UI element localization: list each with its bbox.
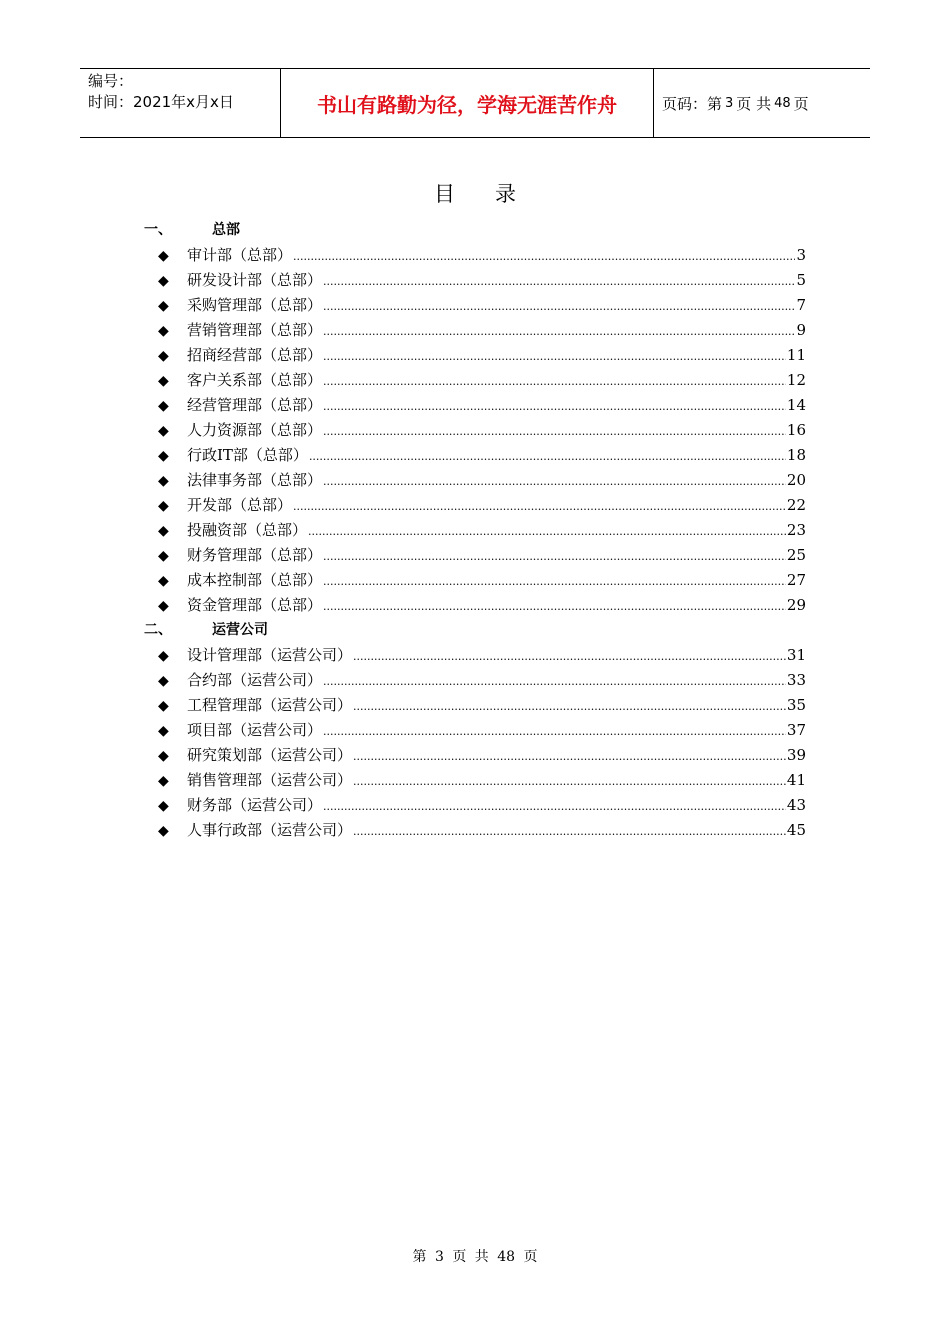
toc-entry-label: 人力资源部（总部） xyxy=(187,421,323,439)
toc-entry-label: 经营管理部（总部） xyxy=(187,396,323,414)
diamond-bullet-icon: ◆ xyxy=(158,748,169,764)
toc-entry-page: 29 xyxy=(786,596,806,614)
toc-entry[interactable] xyxy=(144,768,806,793)
dot-leader xyxy=(323,419,786,444)
toc-entry-page: 11 xyxy=(786,346,806,364)
toc-entry-page: 18 xyxy=(786,446,806,464)
toc-entry-page: 41 xyxy=(786,771,806,789)
toc-entry-label: 成本控制部（总部） xyxy=(187,571,323,589)
toc-entry[interactable] xyxy=(144,793,806,818)
toc-entry[interactable] xyxy=(144,293,806,318)
dot-leader xyxy=(323,294,795,319)
dot-leader xyxy=(323,794,786,819)
toc-entry[interactable] xyxy=(144,643,806,668)
footer-mid: 页 共 xyxy=(452,1249,489,1265)
diamond-bullet-icon: ◆ xyxy=(158,823,169,839)
toc-entry[interactable] xyxy=(144,468,806,493)
footer-prefix: 第 xyxy=(412,1249,427,1265)
diamond-bullet-icon: ◆ xyxy=(158,573,169,589)
toc-entry[interactable] xyxy=(144,693,806,718)
dot-leader xyxy=(293,244,795,269)
toc-entry-page: 3 xyxy=(796,246,806,264)
diamond-bullet-icon: ◆ xyxy=(158,273,169,289)
dot-leader xyxy=(353,694,786,719)
diamond-bullet-icon: ◆ xyxy=(158,348,169,364)
toc-entry-page: 45 xyxy=(786,821,806,839)
time-label: 时间：2021年x月x日 xyxy=(88,93,234,111)
toc-entry[interactable] xyxy=(144,368,806,393)
toc-section-heading xyxy=(144,218,806,243)
toc-entry-page: 16 xyxy=(786,421,806,439)
toc-entry-label: 招商经营部（总部） xyxy=(187,346,323,364)
toc-entry-label: 销售管理部（运营公司） xyxy=(187,771,353,789)
diamond-bullet-icon: ◆ xyxy=(158,498,169,514)
diamond-bullet-icon: ◆ xyxy=(158,523,169,539)
toc-entry-page: 12 xyxy=(786,371,806,389)
toc-entry-page: 23 xyxy=(786,521,806,539)
toc-section-heading xyxy=(144,618,806,643)
diamond-bullet-icon: ◆ xyxy=(158,373,169,389)
toc-title: 目录 xyxy=(434,182,556,206)
dot-leader xyxy=(323,369,786,394)
dot-leader xyxy=(308,519,786,544)
toc-entry-label: 财务管理部（总部） xyxy=(187,546,323,564)
table-of-contents xyxy=(144,218,806,843)
dot-leader xyxy=(353,644,786,669)
toc-entry[interactable] xyxy=(144,418,806,443)
toc-entry[interactable] xyxy=(144,343,806,368)
toc-entry-page: 31 xyxy=(786,646,806,664)
toc-entry-label: 人事行政部（运营公司） xyxy=(187,821,353,839)
toc-entry[interactable] xyxy=(144,243,806,268)
diamond-bullet-icon: ◆ xyxy=(158,298,169,314)
toc-entry-label: 合约部（运营公司） xyxy=(187,671,323,689)
toc-entry-page: 20 xyxy=(786,471,806,489)
section-name: 运营公司 xyxy=(212,622,268,638)
page-label-prefix: 页码：第 xyxy=(662,94,723,113)
page-header xyxy=(80,68,870,138)
toc-entry-label: 资金管理部（总部） xyxy=(187,596,323,614)
toc-entry[interactable] xyxy=(144,268,806,293)
toc-entry-label: 开发部（总部） xyxy=(187,496,293,514)
dot-leader xyxy=(323,394,786,419)
code-label: 编号： xyxy=(88,72,134,90)
toc-entry-page: 39 xyxy=(786,746,806,764)
section-name: 总部 xyxy=(212,222,240,238)
toc-entry[interactable] xyxy=(144,568,806,593)
diamond-bullet-icon: ◆ xyxy=(158,398,169,414)
toc-entry[interactable] xyxy=(144,393,806,418)
toc-entry-label: 采购管理部（总部） xyxy=(187,296,323,314)
dot-leader xyxy=(323,594,786,619)
page-label-mid: 页 共 xyxy=(736,94,772,113)
toc-entry[interactable] xyxy=(144,668,806,693)
toc-entry-label: 研究策划部（运营公司） xyxy=(187,746,353,764)
page-total: 48 xyxy=(774,95,791,111)
diamond-bullet-icon: ◆ xyxy=(158,323,169,339)
dot-leader xyxy=(323,569,786,594)
diamond-bullet-icon: ◆ xyxy=(158,473,169,489)
toc-entry[interactable] xyxy=(144,818,806,843)
toc-entry-label: 营销管理部（总部） xyxy=(187,321,323,339)
diamond-bullet-icon: ◆ xyxy=(158,698,169,714)
toc-entry-label: 客户关系部（总部） xyxy=(187,371,323,389)
toc-entry-label: 项目部（运营公司） xyxy=(187,721,323,739)
diamond-bullet-icon: ◆ xyxy=(158,723,169,739)
toc-entry-page: 22 xyxy=(786,496,806,514)
dot-leader xyxy=(323,544,786,569)
toc-entry-page: 27 xyxy=(786,571,806,589)
toc-entry-page: 35 xyxy=(786,696,806,714)
toc-entry-page: 43 xyxy=(786,796,806,814)
page-label-suffix: 页 xyxy=(793,94,809,113)
toc-entry-label: 投融资部（总部） xyxy=(187,521,308,539)
toc-entry-page: 33 xyxy=(786,671,806,689)
diamond-bullet-icon: ◆ xyxy=(158,448,169,464)
diamond-bullet-icon: ◆ xyxy=(158,673,169,689)
toc-entry[interactable] xyxy=(144,718,806,743)
footer-total: 48 xyxy=(497,1249,516,1265)
toc-entry-page: 5 xyxy=(796,271,806,289)
toc-entry-page: 14 xyxy=(786,396,806,414)
toc-entry-label: 审计部（总部） xyxy=(187,246,293,264)
dot-leader xyxy=(323,719,786,744)
toc-entry[interactable] xyxy=(144,443,806,468)
toc-entry-page: 37 xyxy=(786,721,806,739)
toc-entry[interactable] xyxy=(144,493,806,518)
section-number: 一、 xyxy=(144,222,172,238)
dot-leader xyxy=(293,494,786,519)
section-number: 二、 xyxy=(144,622,172,638)
toc-entry-label: 设计管理部（运营公司） xyxy=(187,646,353,664)
diamond-bullet-icon: ◆ xyxy=(158,648,169,664)
dot-leader xyxy=(353,769,786,794)
diamond-bullet-icon: ◆ xyxy=(158,548,169,564)
header-motto: 书山有路勤为径，学海无涯苦作舟 xyxy=(281,69,654,137)
toc-entry-label: 法律事务部（总部） xyxy=(187,471,323,489)
page-footer xyxy=(0,1246,950,1266)
toc-entry-page: 7 xyxy=(796,296,806,314)
dot-leader xyxy=(323,344,786,369)
toc-entry[interactable] xyxy=(144,518,806,543)
dot-leader xyxy=(323,269,795,294)
diamond-bullet-icon: ◆ xyxy=(158,798,169,814)
dot-leader xyxy=(323,469,786,494)
footer-suffix: 页 xyxy=(523,1249,538,1265)
toc-entry-page: 9 xyxy=(796,321,806,339)
toc-entry-label: 工程管理部（运营公司） xyxy=(187,696,353,714)
toc-entry[interactable] xyxy=(144,543,806,568)
dot-leader xyxy=(353,819,786,844)
diamond-bullet-icon: ◆ xyxy=(158,598,169,614)
toc-entry-page: 25 xyxy=(786,546,806,564)
diamond-bullet-icon: ◆ xyxy=(158,423,169,439)
dot-leader xyxy=(353,744,786,769)
diamond-bullet-icon: ◆ xyxy=(158,248,169,264)
dot-leader xyxy=(323,669,786,694)
header-meta xyxy=(80,69,281,137)
dot-leader xyxy=(309,444,786,469)
toc-entry[interactable] xyxy=(144,593,806,618)
diamond-bullet-icon: ◆ xyxy=(158,773,169,789)
toc-entry-label: 行政IT部（总部） xyxy=(187,446,308,464)
header-page-info xyxy=(654,69,870,137)
page-current: 3 xyxy=(725,95,734,111)
toc-entry[interactable] xyxy=(144,318,806,343)
toc-entry[interactable] xyxy=(144,743,806,768)
dot-leader xyxy=(323,319,795,344)
toc-entry-label: 财务部（运营公司） xyxy=(187,796,323,814)
toc-entry-label: 研发设计部（总部） xyxy=(187,271,323,289)
footer-current: 3 xyxy=(434,1249,444,1265)
